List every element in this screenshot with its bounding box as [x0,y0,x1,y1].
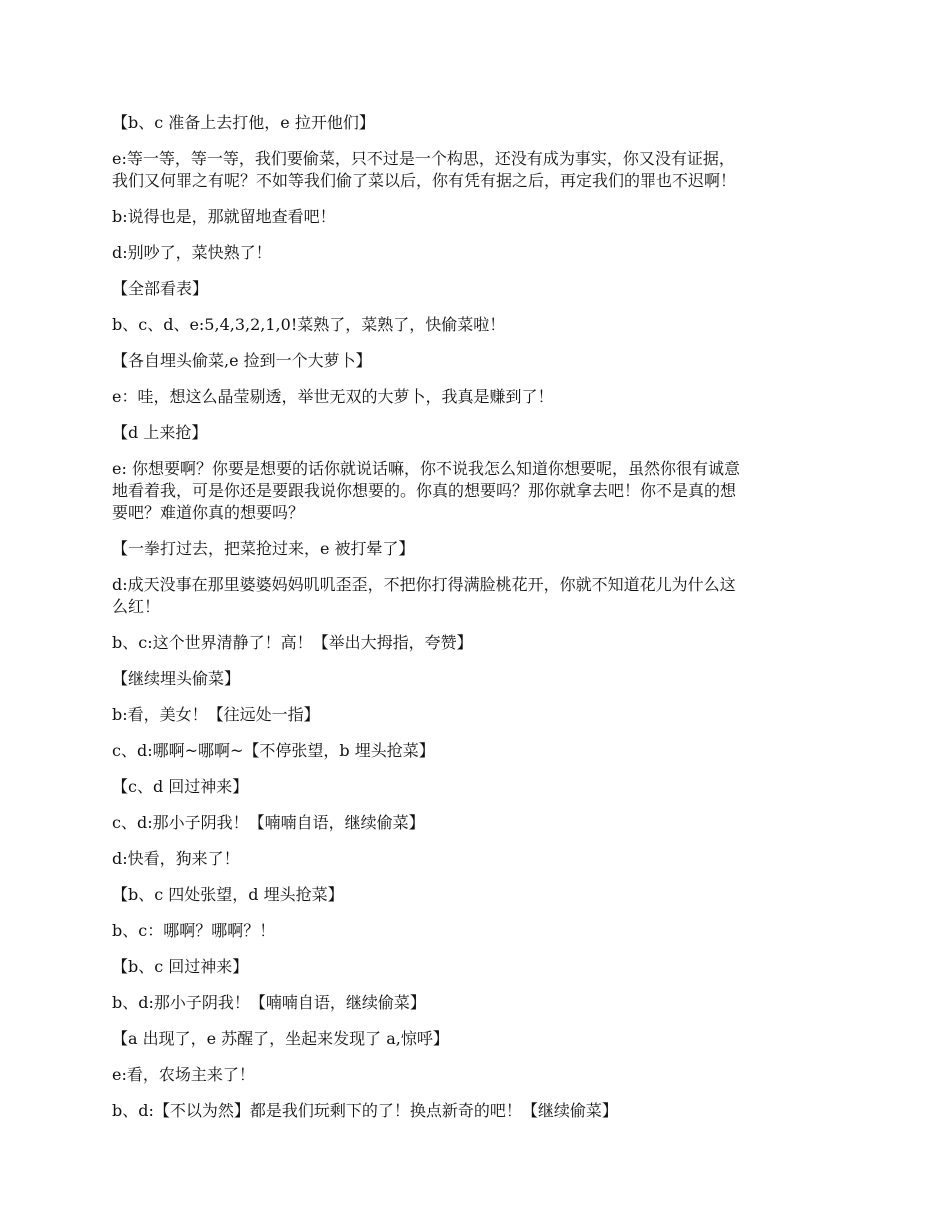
dialogue-line: b、c：哪啊？哪啊？！ [112,921,276,940]
document-page [112,112,842,1136]
stage-direction: 【a 出现了，e 苏醒了，坐起来发现了 a,惊呼】 [112,1029,449,1048]
stage-direction: 【一拳打过去，把菜抢过来，e 被打晕了】 [112,539,415,558]
stage-direction: 【各自埋头偷菜,e 捡到一个大萝卜】 [112,351,372,370]
stage-direction: 【d 上来抢】 [112,423,208,442]
dialogue-line: b、c:这个世界清静了！高！【举出大拇指，夸赞】 [112,633,473,652]
dialogue-line: d:快看，狗来了！ [112,849,240,868]
stage-direction: 【c、d 回过神来】 [112,777,249,796]
dialogue-line: b、c、d、e:5,4,3,2,1,0!菜熟了，菜熟了，快偷菜啦！ [112,315,506,334]
dialogue-line: e:等一等，等一等，我们要偷菜，只不过是一个构思，还没有成为事实，你又没有证据， 我们又何罪之有呢？不如等我们偷了菜以后，你有凭有据之后，再定我们的罪也不迟啊！ [112,149,737,190]
dialogue-line: e: 你想要啊？你要是想要的话你就说话嘛，你不说我怎么知道你想要呢，虽然你很有诚意 地看着我，可是你还是要跟我说你想要的。你真的想要吗？那你就拿去吧！你不是真的想 要吧？难道你真的想要吗？ [112,459,740,522]
stage-direction: 【继续埋头偷菜】 [112,669,241,688]
dialogue-line: b:看，美女！【往远处一指】 [112,705,320,724]
dialogue-line: d:成天没事在那里婆婆妈妈叽叽歪歪，不把你打得满脸桃花开，你就不知道花儿为什么这 么红！ [112,575,736,616]
dialogue-line: c、d:那小子阴我！【喃喃自语，继续偷菜】 [112,813,425,832]
stage-direction: 【b、c 回过神来】 [112,957,249,976]
dialogue-line: d:别吵了，菜快熟了！ [112,243,272,262]
dialogue-line: e：哇，想这么晶莹剔透，举世无双的大萝卜，我真是赚到了！ [112,387,554,406]
dialogue-line: b、d:那小子阴我！【喃喃自语，继续偷菜】 [112,993,426,1012]
dialogue-line: b:说得也是，那就留地查看吧！ [112,207,336,226]
dialogue-line: c、d:哪啊~哪啊~【不停张望，b 埋头抢菜】 [112,741,435,760]
dialogue-line: e:看，农场主来了！ [112,1065,255,1084]
stage-direction: 【全部看表】 [112,279,209,298]
stage-direction: 【b、c 准备上去打他，e 拉开他们】 [112,113,375,132]
dialogue-line: b、d:【不以为然】都是我们玩剩下的了！换点新奇的吧！【继续偷菜】 [112,1101,618,1120]
stage-direction: 【b、c 四处张望，d 埋头抢菜】 [112,885,344,904]
